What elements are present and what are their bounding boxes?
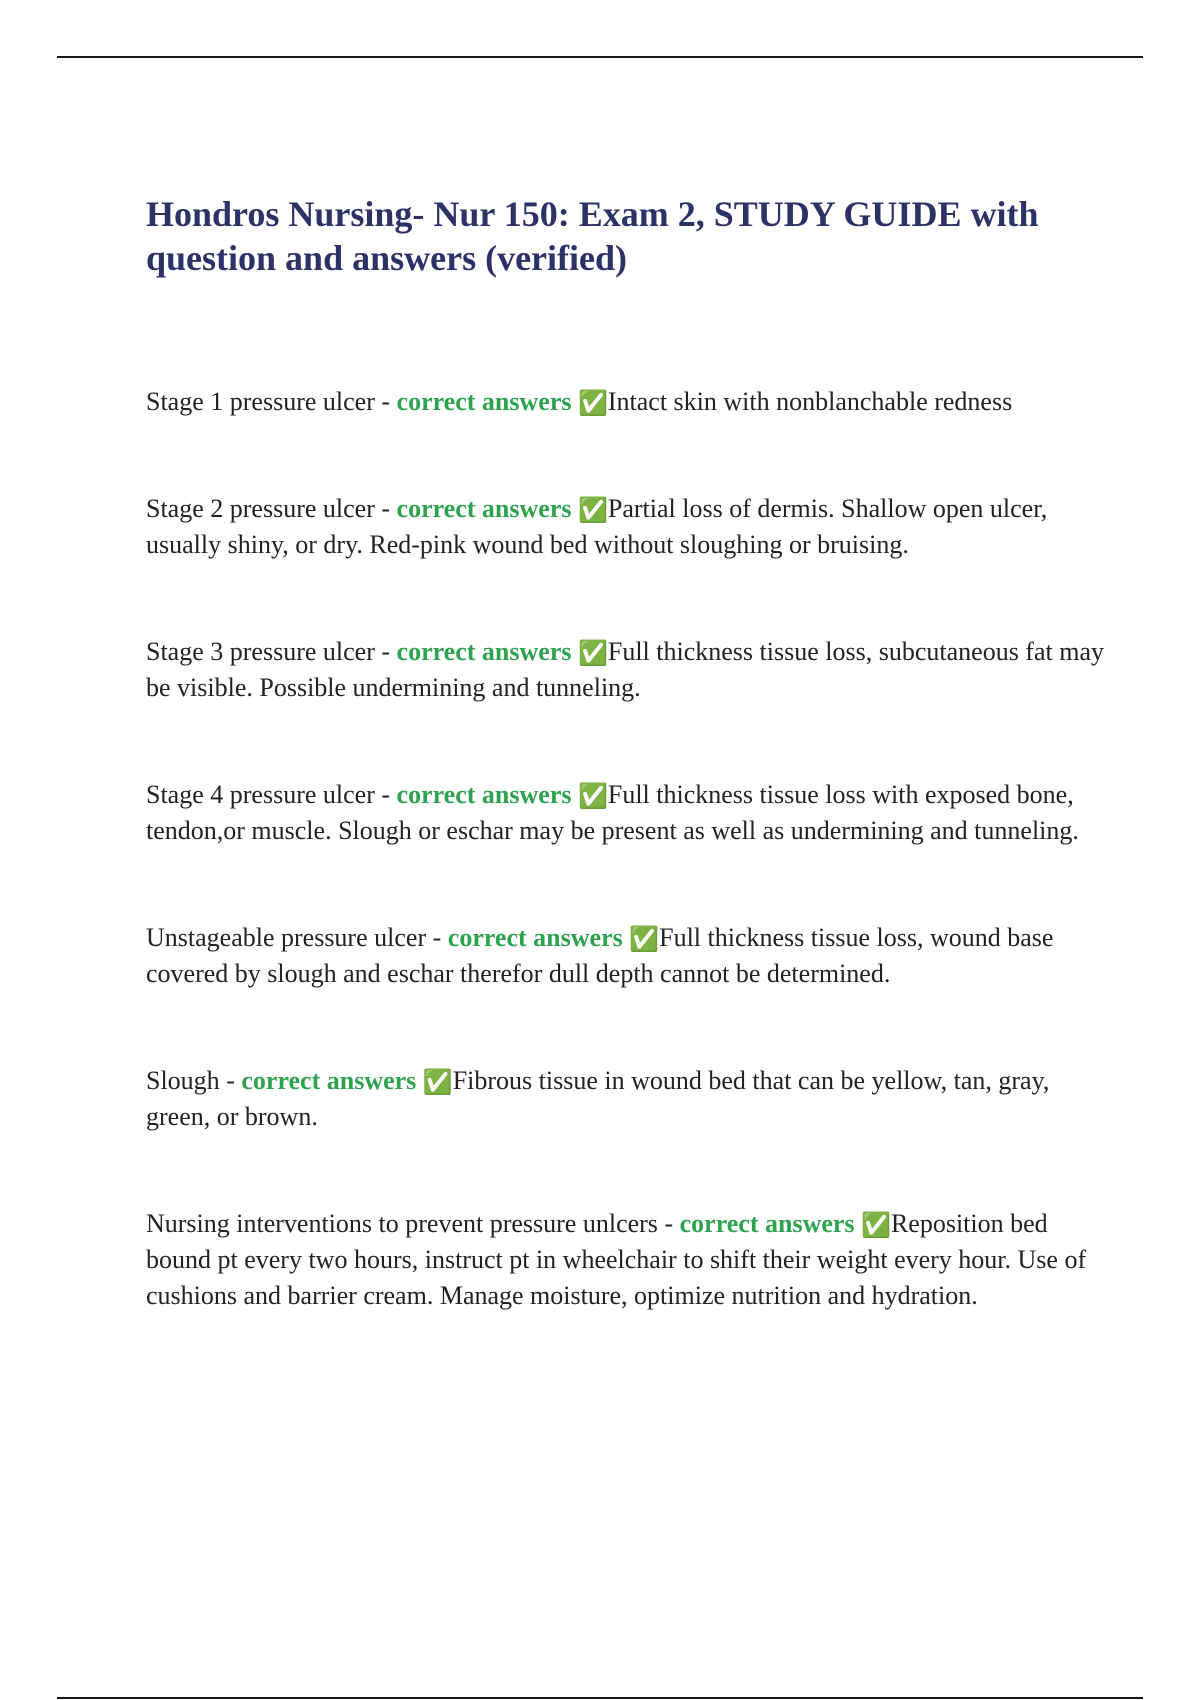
qa-item-unstageable [146, 920, 1106, 992]
qa-term: Stage 4 pressure ulcer [146, 780, 375, 809]
qa-separator: - [374, 387, 397, 416]
check-icon: ✅ [577, 496, 608, 524]
check-icon: ✅ [577, 782, 608, 810]
qa-term: Stage 2 pressure ulcer [146, 494, 375, 523]
qa-list [146, 384, 1106, 1314]
answer-label: correct answers [396, 637, 572, 666]
qa-item-slough [146, 1063, 1106, 1135]
answer-label: correct answers [396, 494, 572, 523]
qa-item-stage-3 [146, 634, 1106, 706]
header-rule [57, 56, 1143, 58]
qa-item-stage-2 [146, 491, 1106, 563]
qa-answer: Partial loss of dermis. Shallow open ulcer, usually shiny, or dry. Red-pink wound bed without sloughing or bruising. [146, 494, 1048, 559]
qa-separator: - [219, 1066, 242, 1095]
qa-separator: - [374, 637, 397, 666]
qa-term: Unstageable pressure ulcer [146, 923, 427, 952]
qa-answer: Reposition bed bound pt every two hours, instruct pt in wheelchair to shift their weight every hour. Use of cushions and barrier cream. Manage moisture, optimize nutrition and hydration. [146, 1209, 1087, 1310]
qa-item-interventions [146, 1206, 1106, 1314]
check-icon: ✅ [422, 1068, 453, 1096]
footer-rule [57, 1697, 1143, 1699]
qa-term: Stage 3 pressure ulcer [146, 637, 375, 666]
document-title: Hondros Nursing- Nur 150: Exam 2, STUDY GUIDE with question and answers (verified) [146, 194, 1039, 278]
check-icon: ✅ [861, 1211, 891, 1239]
answer-label: correct answers [241, 1066, 417, 1095]
qa-term: Slough [146, 1066, 220, 1095]
qa-separator: - [374, 494, 397, 523]
answer-label: correct answers [679, 1209, 855, 1238]
document-body [146, 192, 1106, 1385]
qa-answer: Intact skin with nonblanchable redness [607, 387, 1013, 416]
qa-answer: Full thickness tissue loss, subcutaneous fat may be visible. Possible undermining and tunneling. [146, 637, 1104, 702]
check-icon: ✅ [629, 925, 660, 953]
answer-label: correct answers [396, 387, 572, 416]
qa-term: Nursing interventions to prevent pressure unlcers [146, 1209, 658, 1238]
qa-separator: - [374, 780, 397, 809]
answer-label: correct answers [447, 923, 623, 952]
check-icon: ✅ [577, 639, 608, 667]
qa-term: Stage 1 pressure ulcer [146, 387, 375, 416]
check-icon: ✅ [577, 389, 608, 417]
qa-answer: Fibrous tissue in wound bed that can be yellow, tan, gray, green, or brown. [146, 1066, 1050, 1131]
qa-item-stage-1 [146, 384, 1106, 420]
qa-answer: Full thickness tissue loss with exposed bone, tendon,or muscle. Slough or eschar may be present as well as undermining and tunneling. [146, 780, 1079, 845]
answer-label: correct answers [396, 780, 572, 809]
qa-separator: - [657, 1209, 680, 1238]
qa-answer: Full thickness tissue loss, wound base covered by slough and eschar therefor dull depth cannot be determined. [146, 923, 1054, 988]
qa-separator: - [426, 923, 448, 952]
qa-item-stage-4 [146, 777, 1106, 849]
